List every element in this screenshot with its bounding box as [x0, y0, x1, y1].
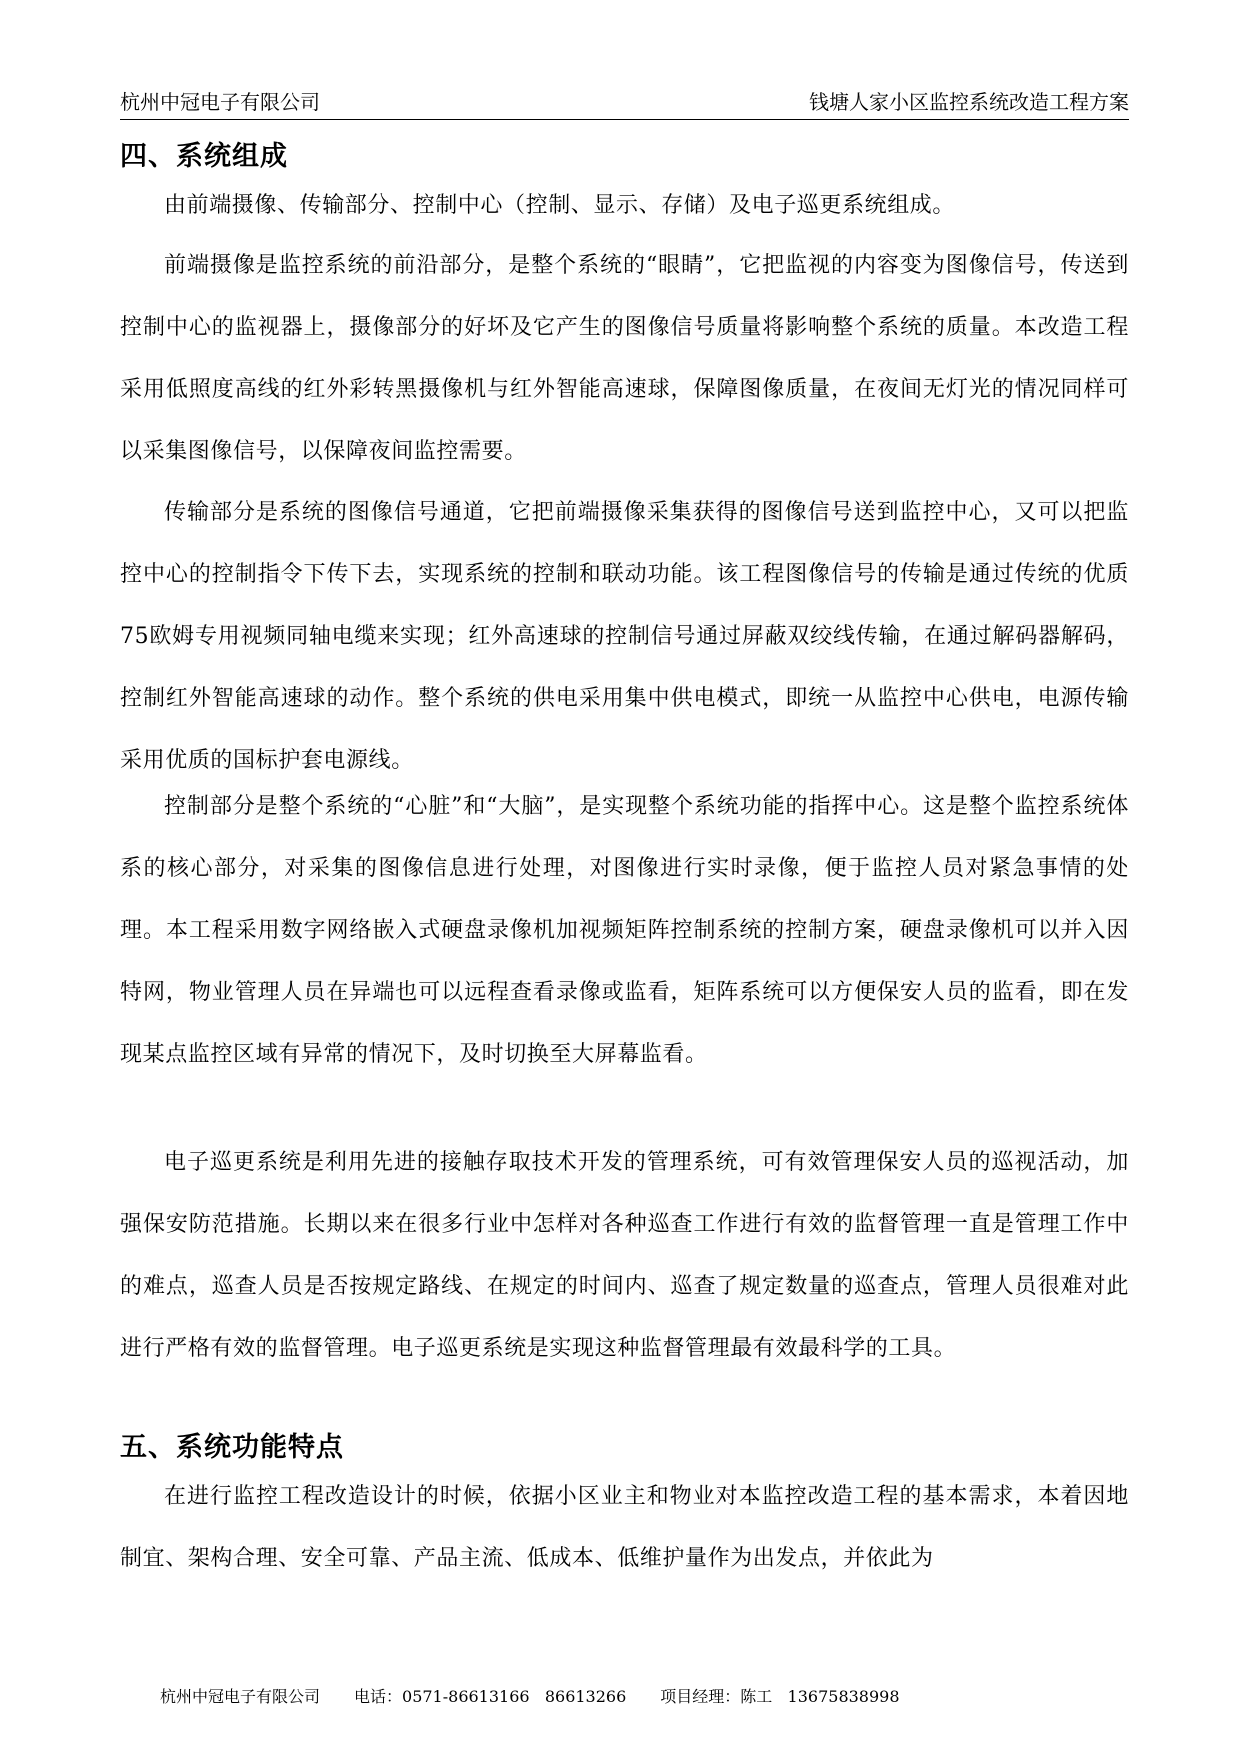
paragraph: 由前端摄像、传输部分、控制中心（控制、显示、存储）及电子巡更系统组成。 [164, 193, 956, 218]
footer-company: 杭州中冠电子有限公司 [160, 1687, 321, 1706]
footer-manager: 项目经理：陈工 13675838998 [660, 1687, 900, 1706]
paragraph: 在进行监控工程改造设计的时候，依据小区业主和物业对本监控改造工程的基本需求，本着因地制宜、架构合理、安全可靠、产品主流、低成本、低维护量作为出发点，并依此为 [120, 1484, 1129, 1571]
paragraph: 控制部分是整个系统的“心脏”和“大脑”，是实现整个系统功能的指挥中心。这是整个监控系统体系的核心部分，对采集的图像信息进行处理，对图像进行实时录像，便于监控人员对紧急事情的处理。本工程采用数字网络嵌入式硬盘录像机加视频矩阵控制系统的控制方案，硬盘录像机可以并入因特网，物业管理人员在异端也可以远程查看录像或监看，矩阵系统可以方便保安人员的监看，即在发现某点监控区域有异常的情况下，及时切换至大屏幕监看。 [120, 794, 1129, 1067]
section-heading: 四、系统组成 [120, 141, 288, 172]
footer-phone: 电话：0571-86613166 86613266 [354, 1687, 627, 1706]
page-footer [160, 1684, 934, 1707]
section-heading: 五、系统功能特点 [120, 1432, 344, 1463]
paragraph: 电子巡更系统是利用先进的接触存取技术开发的管理系统，可有效管理保安人员的巡视活动，加强保安防范措施。长期以来在很多行业中怎样对各种巡查工作进行有效的监督管理一直是管理工作中的难点，巡查人员是否按规定路线、在规定的时间内、巡查了规定数量的巡查点，管理人员很难对此进行严格有效的监督管理。电子巡更系统是实现这种监督管理最有效最科学的工具。 [120, 1150, 1129, 1361]
paragraph: 传输部分是系统的图像信号通道，它把前端摄像采集获得的图像信号送到监控中心，又可以把监控中心的控制指令下传下去，实现系统的控制和联动功能。该工程图像信号的传输是通过传统的优质75欧姆专用视频同轴电缆来实现；红外高速球的控制信号通过屏蔽双绞线传输，在通过解码器解码，控制红外智能高速球的动作。整个系统的供电采用集中供电模式，即统一从监控中心供电，电源传输采用优质的国标护套电源线。 [120, 500, 1129, 773]
header-document-title: 钱塘人家小区监控系统改造工程方案 [809, 90, 1129, 114]
paragraph: 前端摄像是监控系统的前沿部分，是整个系统的“眼睛”，它把监视的内容变为图像信号，传送到控制中心的监视器上，摄像部分的好坏及它产生的图像信号质量将影响整个系统的质量。本改造工程采用低照度高线的红外彩转黑摄像机与红外智能高速球，保障图像质量，在夜间无灯光的情况同样可以采集图像信号，以保障夜间监控需要。 [120, 253, 1129, 464]
page-header [120, 90, 1129, 120]
header-company: 杭州中冠电子有限公司 [120, 90, 320, 114]
